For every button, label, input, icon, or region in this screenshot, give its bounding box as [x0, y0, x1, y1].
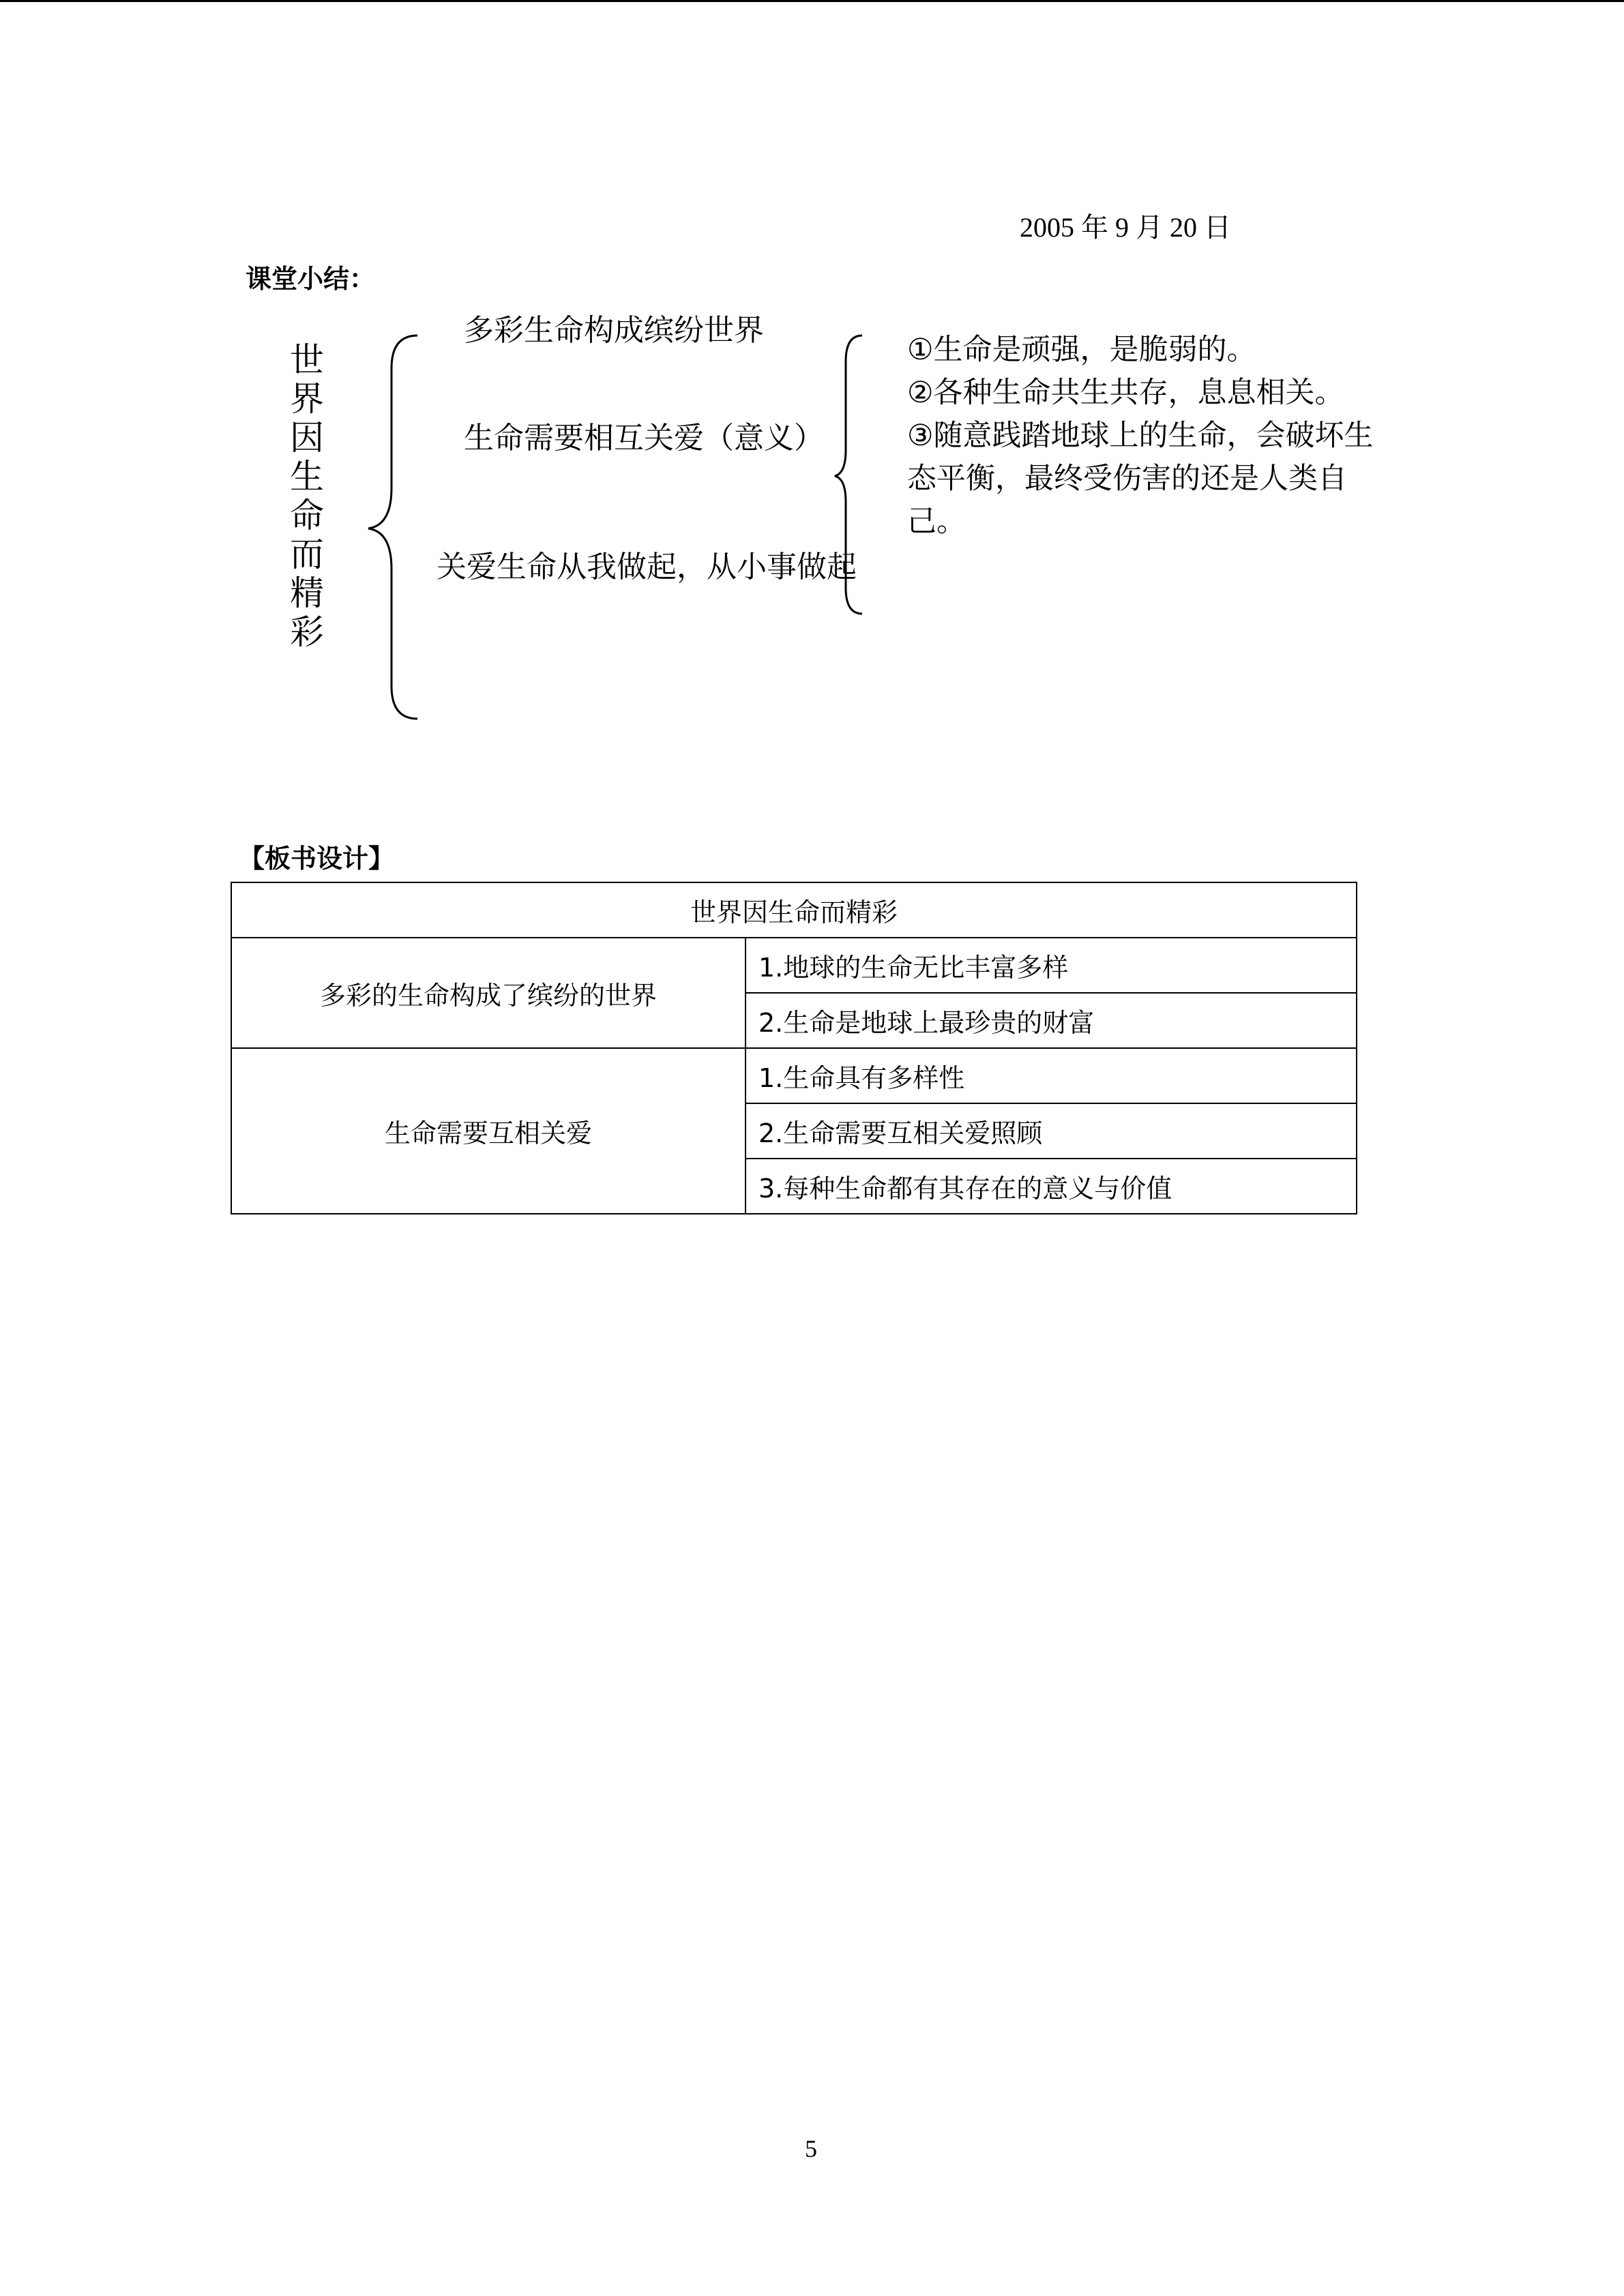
date: 2005 年 9 月 20 日 [1020, 212, 1231, 243]
table-row [231, 938, 1357, 993]
table-row [231, 1048, 1357, 1103]
summary-main-title: 世界因生命而精彩 [290, 340, 324, 652]
detail-1: ①生命是顽强，是脆弱的。 [907, 333, 1256, 367]
summary-point-2: 生命需要相互关爱（意义） [464, 421, 824, 456]
summary-point-3: 关爱生命从我做起，从小事做起 [437, 550, 857, 584]
board-heading: 【板书设计】 [239, 844, 395, 874]
left-brace [368, 336, 417, 719]
section-item: 1.生命具有多样性 [745, 1048, 1357, 1103]
board-title-cell: 世界因生命而精彩 [231, 882, 1357, 938]
section-label: 多彩的生命构成了缤纷的世界 [231, 938, 745, 1048]
section-item: 1.地球的生命无比丰富多样 [745, 938, 1357, 993]
section-label: 生命需要互相关爱 [231, 1048, 745, 1214]
detail-2: ②各种生命共生共存，息息相关。 [907, 376, 1344, 410]
summary-details [907, 329, 1398, 543]
section-item: 2.生命是地球上最珍贵的财富 [745, 993, 1357, 1048]
page-number: 5 [805, 2135, 817, 2162]
section-item: 2.生命需要互相关爱照顾 [745, 1103, 1357, 1159]
section-item: 3.每种生命都有其存在的意义与价值 [745, 1159, 1357, 1214]
summary-point-1: 多彩生命构成缤纷世界 [464, 313, 764, 348]
detail-3: ③随意践踏地球上的生命，会破坏生态平衡，最终受伤害的还是人类自己。 [907, 419, 1374, 539]
table-row [231, 882, 1357, 938]
board-table [231, 882, 1357, 1214]
summary-heading: 课堂小结： [246, 264, 376, 294]
